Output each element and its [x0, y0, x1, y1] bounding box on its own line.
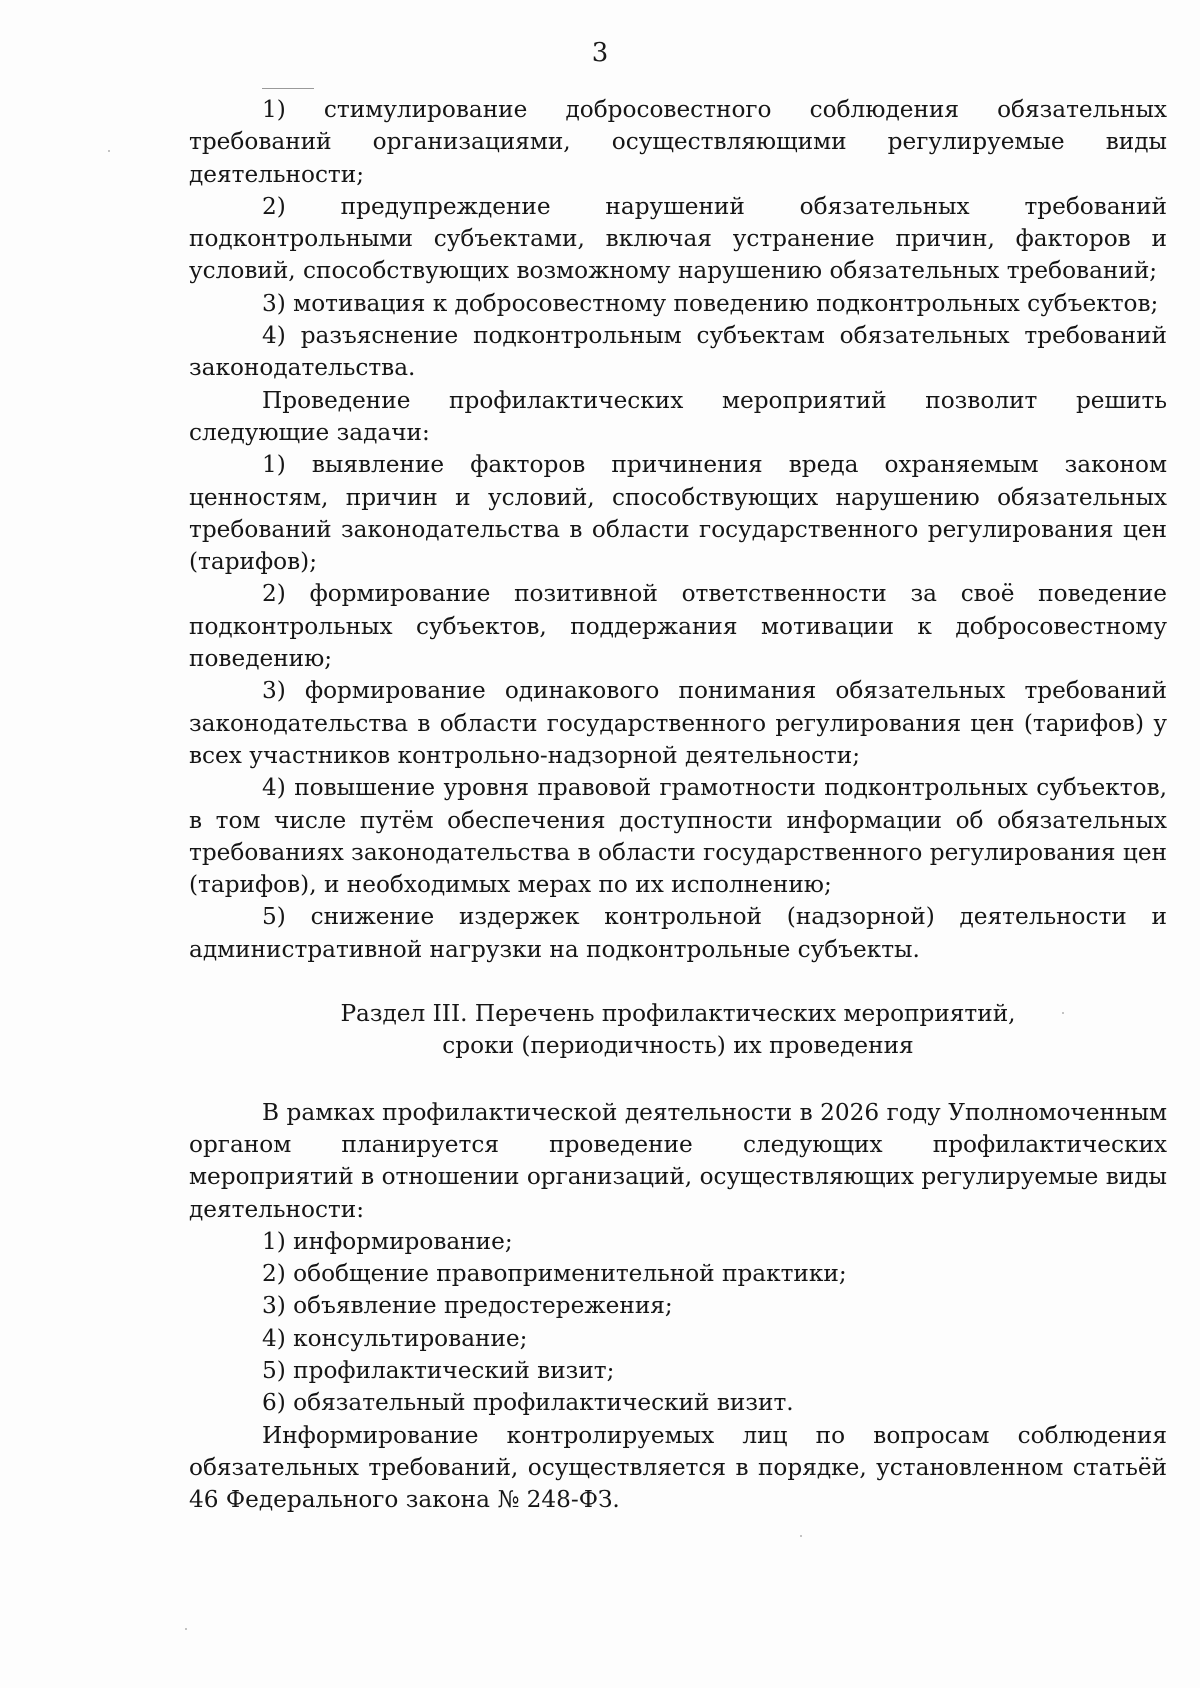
section-heading-line: сроки (периодичность) их проведения	[442, 1032, 914, 1060]
scan-artifact	[262, 88, 314, 89]
list-item: 6) обязательный профилактический визит.	[262, 1389, 794, 1417]
paragraph: 3) формирование одинакового понимания обязательных требований законодательства в области государственного регулирования цен (тарифов) у всех участников контрольно-надзорной деятельности;	[189, 677, 1167, 769]
paragraph: 1) выявление факторов причинения вреда охраняемым законом ценностям, причин и условий, способствующих нарушению обязательных требований законодательства в области государственного регулирования цен (тарифов);	[189, 451, 1167, 576]
paragraph: 2) предупреждение нарушений обязательных требований подконтрольными субъектами, включая устранение причин, факторов и условий, способствующих возможному нарушению обязательных требований;	[189, 192, 1167, 285]
paragraph: 4) повышение уровня правовой грамотности подконтрольных субъектов, в том числе путём обеспечения доступности информации об обязательных требованиях законодательства в области государственного регулирования цен (тарифов), и необходимых мерах по их исполнению;	[189, 774, 1167, 899]
list-item: 3) объявление предостережения;	[262, 1292, 673, 1320]
intro-paragraph: В рамках профилактической деятельности в 2026 году Уполномоченным органом планируется проведение следующих профилактических мероприятий в отношении организаций, осуществляющих регулируемые виды деятельности:	[189, 1098, 1167, 1223]
section-heading	[189, 998, 1167, 1063]
paragraph: 5) снижение издержек контрольной (надзорной) деятельности и административной нагрузки на подконтрольные субъекты.	[189, 903, 1167, 963]
list-item: 1) информирование;	[262, 1227, 513, 1255]
scan-artifact	[185, 1628, 187, 1630]
list-item: 5) профилактический визит;	[262, 1356, 615, 1384]
closing-paragraph: Информирование контролируемых лиц по вопросам соблюдения обязательных требований, осуществляется в порядке, установленном статьёй 46 Федерального закона № 248-ФЗ.	[189, 1421, 1167, 1514]
scan-artifact	[800, 1535, 802, 1537]
page-number: 3	[591, 38, 609, 68]
list-item: 4) консультирование;	[262, 1324, 528, 1352]
scan-artifact	[108, 150, 110, 152]
paragraph: 1) стимулирование добросовестного соблюдения обязательных требований организациями, осуществляющими регулируемые виды деятельности;	[189, 96, 1167, 188]
paragraph: Проведение профилактических мероприятий позволит решить следующие задачи:	[189, 386, 1167, 446]
paragraph: 4) разъяснение подконтрольным субъектам обязательных требований законодательства.	[189, 322, 1167, 382]
paragraph: 3) мотивация к добросовестному поведению подконтрольных субъектов;	[262, 289, 1159, 317]
paragraph: 2) формирование позитивной ответственности за своё поведение подконтрольных субъектов, поддержания мотивации к добросовестному поведению;	[189, 580, 1167, 673]
section-heading-line: Раздел III. Перечень профилактических мероприятий,	[340, 1000, 1016, 1028]
document-body	[189, 94, 1167, 1516]
list-item: 2) обобщение правоприменительной практики;	[262, 1260, 847, 1288]
